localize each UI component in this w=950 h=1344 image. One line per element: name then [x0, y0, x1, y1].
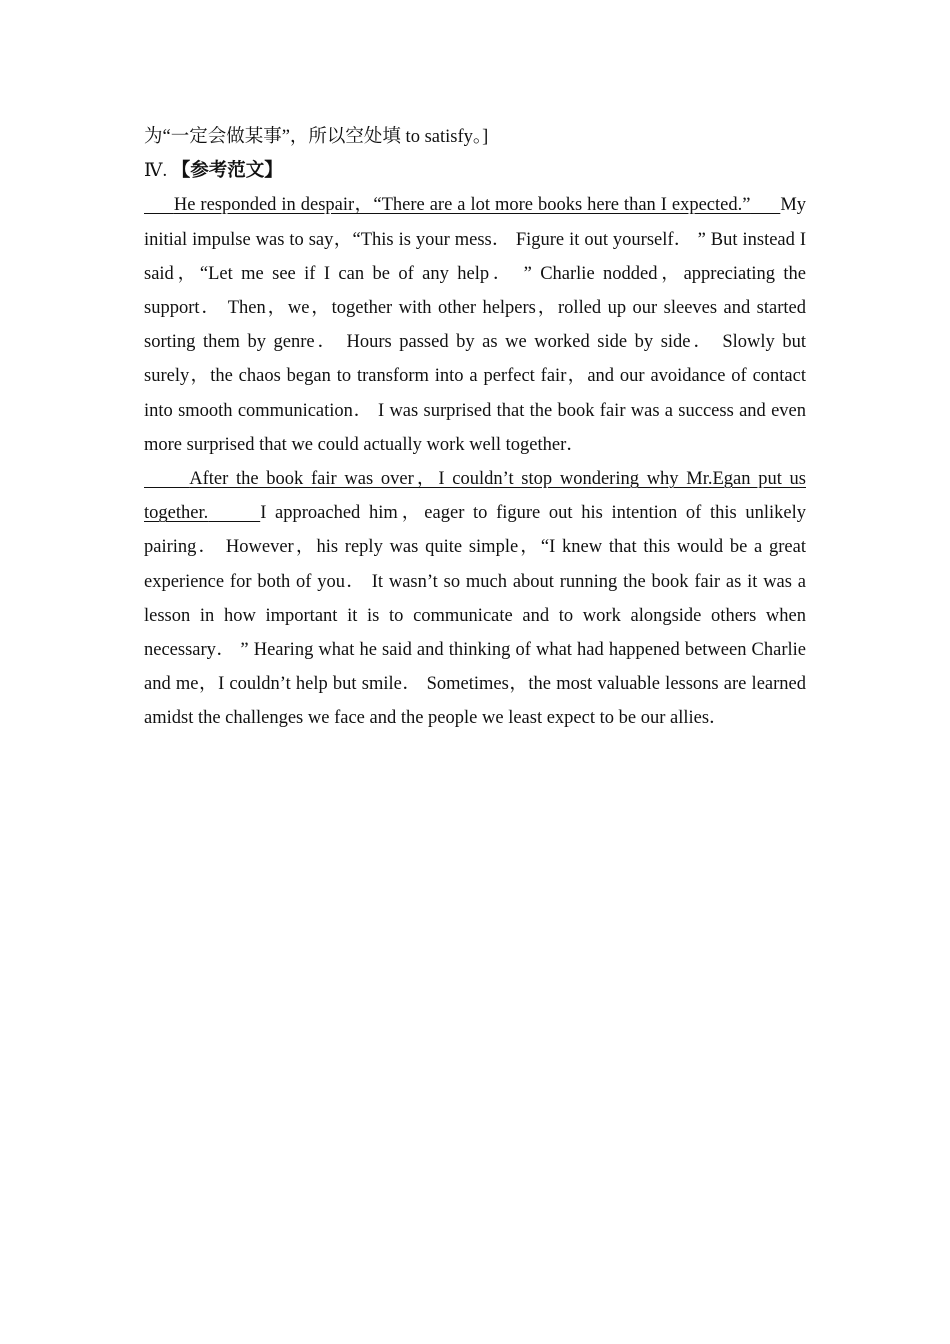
section-number: Ⅳ. [144, 161, 168, 182]
paragraph-2-opening: After the book fair was over，I couldn’t stop wondering why Mr.Egan put us together. [144, 469, 806, 524]
paragraph-2-body: I approached him，eager to figure out his intention of this unlikely pairing． However，his reply was quite simple，“I knew that this would be a great experience for both of you． It wasn’t so much about running the book fair as it was a lesson in how important it is to communicate and to work alongside others when necessary． ” Hearing what he said and thinking of what had happened between Charlie and me，I couldn’t help but smile． Sometimes，the most valuable lessons are learned amidst the challenges we face and the people we least expect to be our allies． [144, 503, 806, 729]
indent-blank [144, 195, 174, 215]
essay-paragraph-2 [144, 462, 806, 736]
section-heading [144, 154, 806, 188]
paragraph-1-opening: He responded in despair，“There are a lot more books here than I expected.” [173, 195, 751, 216]
intro-line: 为“一定会做某事”，所以空处填 to satisfy。] [144, 127, 489, 147]
document-body [144, 120, 806, 736]
paragraph-1-body: My initial impulse was to say，“This is your mess． Figure it out yourself． ” But instead I said，“Let me see if I can be of any help． ” Charlie nodded，appreciating the support． Then，we，together with other helpers，rolled up our sleeves and started sorting them by genre． Hours passed by as we worked side by side． Slowly but surely，the chaos began to transform into a perfect fair，and our avoidance of contact into smooth communication． I was surprised that the book fair was a success and even more surprised that we could actually work well together． [144, 195, 807, 455]
indent-blank [144, 469, 189, 489]
blank-gap [208, 503, 260, 523]
blank-gap [750, 195, 780, 215]
essay-paragraph-1 [144, 188, 806, 462]
section-title: 【参考范文】 [171, 161, 283, 182]
